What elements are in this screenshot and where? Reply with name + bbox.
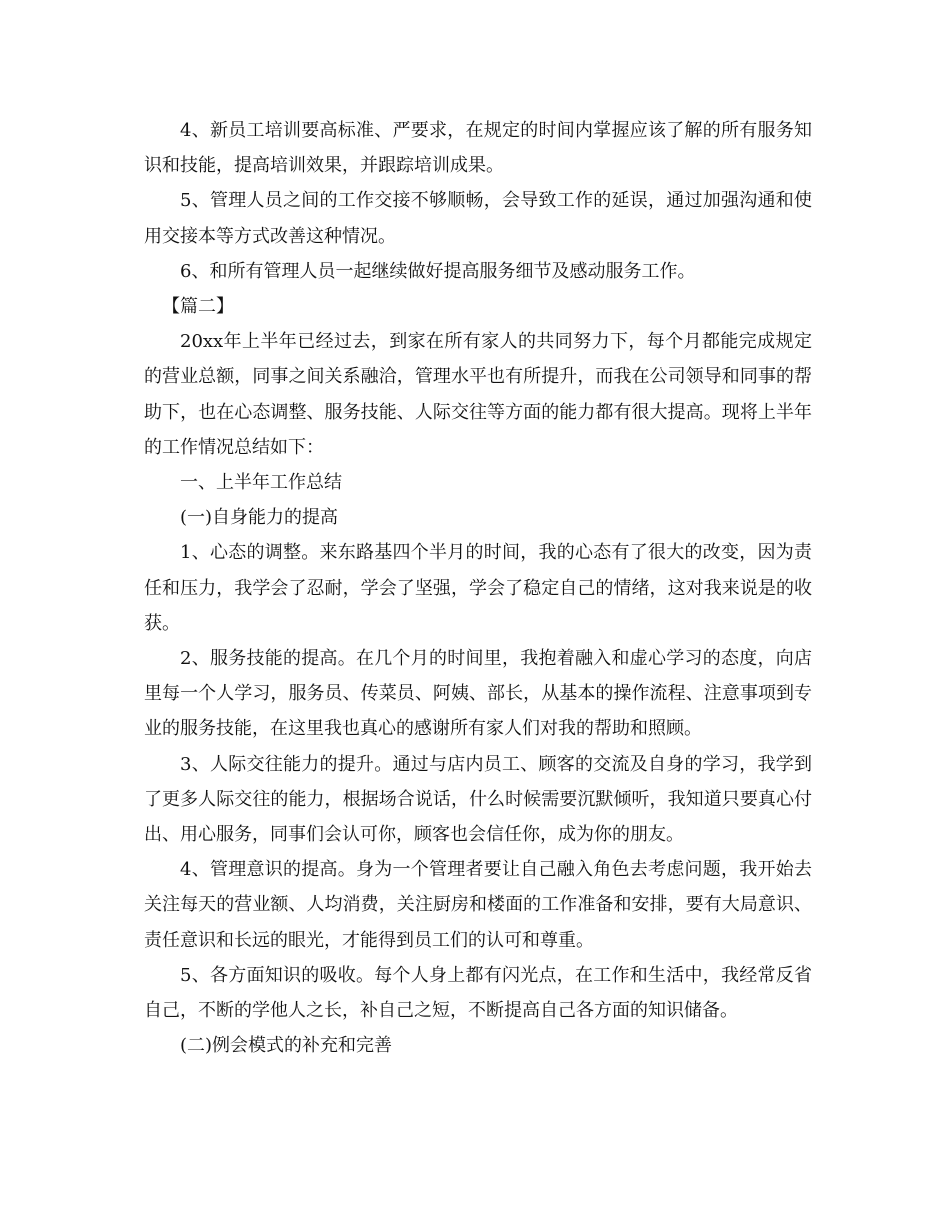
paragraph-item-6: 6、和所有管理人员一起继续做好提高服务细节及感动服务工作。: [180, 260, 696, 282]
subheading-self-ability: (一)自身能力的提高: [180, 507, 339, 529]
paragraph-mindset: 1、心态的调整。来东路基四个半月的时间，我的心态有了很大的改变，因为责任和压力，我学会了忍耐，学会了坚强，学会了稳定自己的情绪，这对我来说是的收获。: [144, 542, 812, 634]
paragraph-item-5: 5、管理人员之间的工作交接不够顺畅，会导致工作的延误，通过加强沟通和使用交接本等方式改善这种情况。: [144, 190, 812, 247]
section-heading-part-two: 【篇二】: [162, 296, 234, 318]
intro-paragraph: 20xx年上半年已经过去，到家在所有家人的共同努力下，每个月都能完成规定的营业总额，同事之间关系融洽，管理水平也有所提升，而我在公司领导和同事的帮助下，也在心态调整、服务技能、人际交往等方面的能力都有很大提高。现将上半年的工作情况总结如下：: [144, 331, 812, 458]
paragraph-service-skills: 2、服务技能的提高。在几个月的时间里，我抱着融入和虚心学习的态度，向店里每一个人学习，服务员、传菜员、阿姨、部长，从基本的操作流程、注意事项到专业的服务技能，在这里我也真心的感谢所有家人们对我的帮助和照顾。: [144, 648, 812, 740]
heading-first-half-summary: 一、上半年工作总结: [180, 472, 342, 494]
paragraph-management-awareness: 4、管理意识的提高。身为一个管理者要让自己融入角色去考虑问题，我开始去关注每天的营业额、人均消费，关注厨房和楼面的工作准备和安排，要有大局意识、责任意识和长远的眼光，才能得到员工们的认可和尊重。: [144, 859, 812, 951]
paragraph-knowledge: 5、各方面知识的吸收。每个人身上都有闪光点，在工作和生活中，我经常反省自己，不断的学他人之长，补自己之短，不断提高自己各方面的知识储备。: [144, 964, 812, 1022]
subheading-meeting-mode: (二)例会模式的补充和完善: [180, 1035, 393, 1057]
paragraph-item-4: 4、新员工培训要高标准、严要求，在规定的时间内掌握应该了解的所有服务知识和技能，提高培训效果，并跟踪培训成果。: [144, 120, 812, 177]
paragraph-interpersonal: 3、人际交往能力的提升。通过与店内员工、顾客的交流及自身的学习，我学到了更多人际交往的能力，根据场合说话，什么时候需要沉默倾听，我知道只要真心付出、用心服务，同事们会认可你，顾客也会信任你，成为你的朋友。: [144, 753, 812, 846]
document-page: [144, 113, 812, 1063]
